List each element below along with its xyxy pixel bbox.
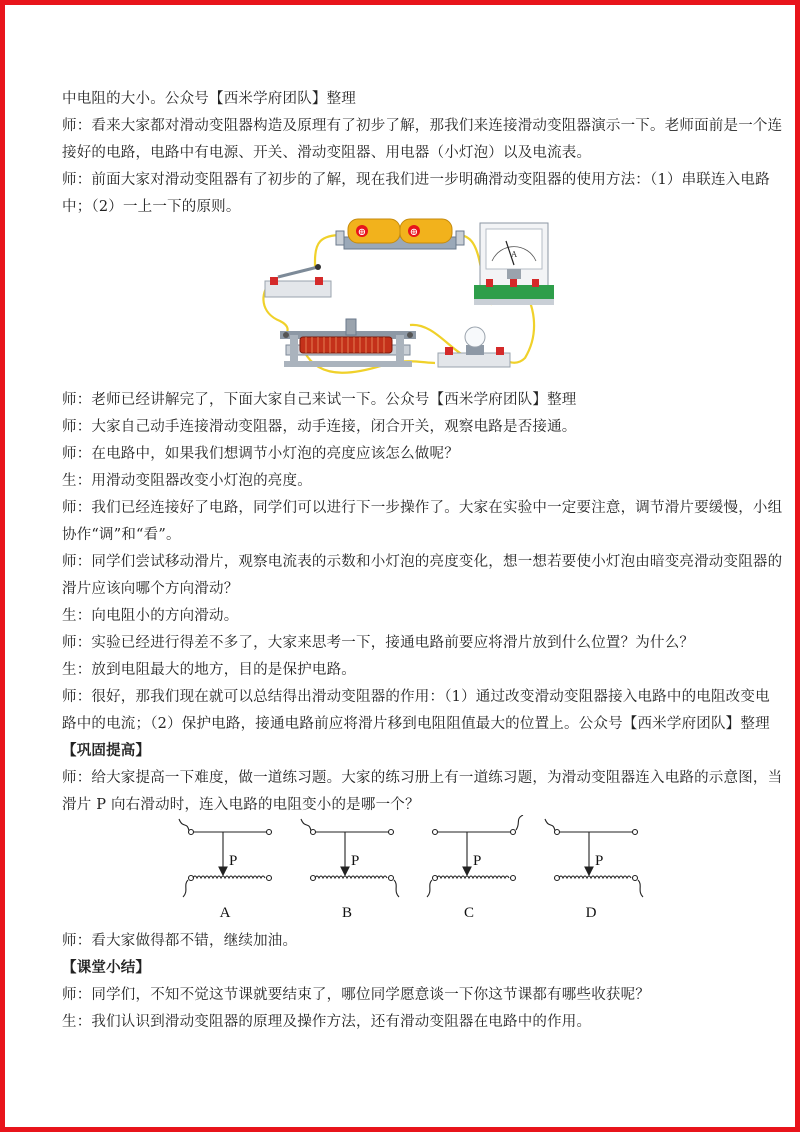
slider-label: P	[473, 853, 482, 869]
slider-label: P	[229, 853, 238, 869]
paragraph: 师：很好，那我们现在就可以总结得出滑动变阻器的作用：（1）通过改变滑动变阻器接入电路中的电阻改变电	[62, 689, 770, 705]
rheostat	[280, 319, 416, 367]
diagram-b	[301, 819, 399, 897]
battery-pack	[336, 219, 464, 249]
paragraph: 师：给大家提高一下难度，做一道练习题。大家的练习册上有一道练习题，为滑动变阻器连入电路的示意图，当	[62, 770, 783, 786]
paragraph: 师：实验已经进行得差不多了，大家来思考一下，接通电路前要应将滑片放到什么位置？为什么？	[62, 635, 695, 651]
paragraph: 生：放到电阻最大的地方，目的是保护电路。	[62, 662, 356, 678]
paragraph: 师：大家自己动手连接滑动变阻器，动手连接，闭合开关，观察电路是否接通。	[62, 419, 577, 435]
diagram-d	[545, 819, 643, 897]
paragraph: 师：在电路中，如果我们想调节小灯泡的亮度应该怎么做呢？	[62, 446, 459, 462]
ammeter-letter: A	[511, 250, 517, 259]
option-label-c: C	[463, 905, 475, 921]
paragraph: 生：我们认识到滑动变阻器的原理及操作方法，还有滑动变阻器在电路中的作用。	[62, 1014, 592, 1030]
paragraph: 师：同学们尝试移动滑片，观察电流表的示数和小灯泡的亮度变化，想一想若要使小灯泡由暗变亮滑动变阻器的	[62, 554, 783, 570]
paragraph: 协作“调”和“看”。	[62, 527, 181, 543]
battery-sign: ⊕	[409, 227, 419, 238]
section-heading: 【课堂小结】	[62, 959, 151, 976]
option-label-a: A	[219, 905, 231, 921]
paragraph: 师：我们已经连接好了电路，同学们可以进行下一步操作了。大家在实验中一定要注意，调节滑片要缓慢，小组	[62, 500, 783, 516]
paragraph: 接好的电路，电路中有电源、开关、滑动变阻器、用电器（小灯泡）以及电流表。	[62, 145, 592, 161]
paragraph: 中；（2）一上一下的原则。	[62, 199, 241, 215]
paragraph: 师：前面大家对滑动变阻器有了初步的了解，现在我们进一步明确滑动变阻器的使用方法：（1）串联连入电路	[62, 172, 770, 188]
slider-label: P	[351, 853, 360, 869]
circuit-illustration	[260, 213, 560, 388]
paragraph: 师：看来大家都对滑动变阻器构造及原理有了初步了解，那我们来连接滑动变阻器演示一下。老师面前是一个连	[62, 118, 783, 134]
paragraph: 生：向电阻小的方向滑动。	[62, 608, 239, 624]
slider-label: P	[595, 853, 604, 869]
paragraph: 路中的电流；（2）保护电路，接通电路前应将滑片移到电阻阻值最大的位置上。公众号【西米学府团队】整理	[62, 716, 770, 732]
option-label-d: D	[585, 905, 597, 921]
paragraph: 生：用滑动变阻器改变小灯泡的亮度。	[62, 473, 312, 489]
ammeter	[474, 223, 554, 305]
rheostat-diagrams	[175, 815, 645, 925]
battery-sign: ⊕	[357, 227, 367, 238]
section-heading: 【巩固提高】	[62, 742, 151, 759]
light-bulb	[438, 327, 510, 367]
paragraph: 中电阻的大小。公众号【西米学府团队】整理	[62, 91, 356, 107]
paragraph: 师：老师已经讲解完了，下面大家自己来试一下。公众号【西米学府团队】整理	[62, 392, 577, 408]
diagram-a	[179, 819, 272, 897]
option-label-b: B	[341, 905, 353, 921]
switch	[265, 264, 331, 297]
paragraph: 师：同学们，不知不觉这节课就要结束了，哪位同学愿意谈一下你这节课都有哪些收获呢？	[62, 987, 650, 1003]
paragraph: 滑片 P 向右滑动时，连入电路的电阻变小的是哪一个？	[62, 797, 420, 813]
paragraph: 滑片应该向哪个方向滑动？	[62, 581, 239, 597]
paragraph: 师：看大家做得都不错，继续加油。	[62, 933, 298, 949]
